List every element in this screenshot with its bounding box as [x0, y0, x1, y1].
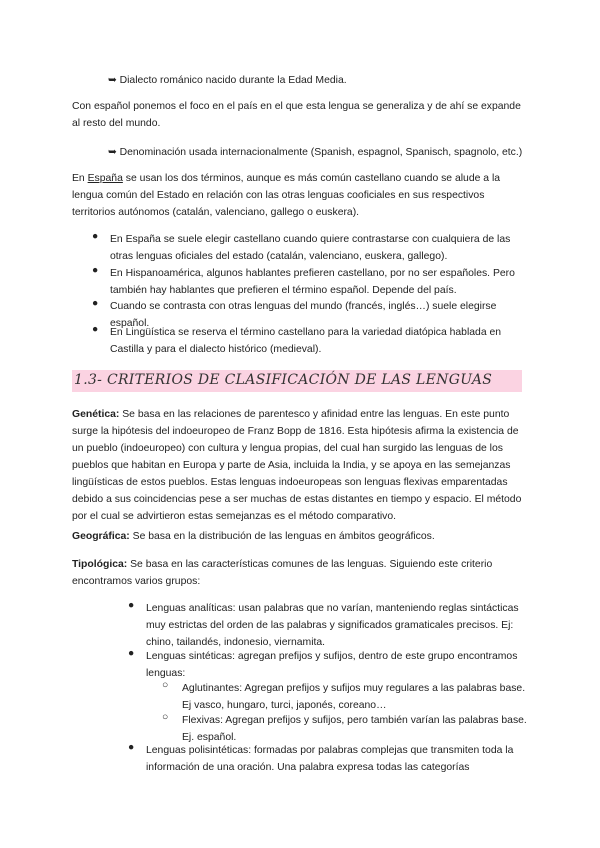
list-item-text: En España se suele elegir castellano cuando quiere contrastarse con cualquiera de las otras lenguas oficiales del estado (catalán, valenciano, euskera, gallego).	[110, 234, 511, 262]
paragraph-geografica	[72, 528, 530, 545]
bullet-icon: ●	[92, 265, 99, 276]
sub-list-item-text: Flexivas: Agregan prefijos y sufijos, pero también varían las palabras base. Ej. español.	[182, 715, 527, 743]
genetica-label: Genética:	[72, 409, 120, 420]
bullet-icon: ●	[128, 648, 135, 659]
line-text: Dialecto románico nacido durante la Edad Media.	[119, 75, 347, 86]
tipologica-text: Se basa en las características comunes de las lenguas. Siguiendo este criterio encontramos varios grupos:	[72, 559, 493, 587]
bullet-icon: ●	[92, 324, 99, 335]
list-item-text: Lenguas polisintéticas: formadas por palabras complejas que transmiten toda la información de una oración. Una palabra expresa todas las categorías	[146, 745, 514, 773]
circle-bullet-icon: ○	[162, 712, 169, 723]
bullet-icon: ●	[128, 600, 135, 611]
arrow-line-2	[108, 144, 522, 161]
list-item-text: En Hispanoamérica, algunos hablantes prefieren castellano, por no ser españoles. Pero también hay hablantes que prefieren el término español. Depende del país.	[110, 268, 515, 296]
arrow-line-1	[108, 72, 347, 89]
tipologica-label: Tipológica:	[72, 559, 128, 570]
paragraph-espana	[72, 170, 530, 221]
list-item-text: En Lingüística se reserva el término castellano para la variedad diatópica hablada en Castilla y para el dialecto histórico (medieval).	[110, 327, 502, 355]
paragraph-genetica	[72, 406, 530, 525]
arrow-icon: ➥	[108, 147, 117, 158]
bullet-icon: ●	[92, 298, 99, 309]
list-item-text: Cuando se contrasta con otras lenguas del mundo (francés, inglés…) suele elegirse español.	[110, 301, 497, 329]
section-heading: 1.3- CRITERIOS DE CLASIFICACIÓN DE LAS LENGUAS	[74, 372, 493, 388]
paragraph-tipologica	[72, 556, 530, 590]
geografica-text: Se basa en la distribución de las lenguas en ámbitos geográficos.	[129, 531, 435, 542]
geografica-label: Geográfica:	[72, 531, 130, 542]
espana-link[interactable]: España	[87, 173, 123, 184]
list-item-text: Lenguas analíticas: usan palabras que no varían, manteniendo reglas sintácticas muy estrictas del orden de las palabras y significados gramaticales precisos. Ej: chino, tailandés, indonesio, viernamita.	[146, 603, 519, 648]
sub-list-item-text: Aglutinantes: Agregan prefijos y sufijos muy regulares a las palabras base. Ej vasco, hungaro, turci, japonés, coreano…	[182, 683, 526, 711]
circle-bullet-icon: ○	[162, 680, 169, 691]
line-text: Denominación usada internacionalmente (Spanish, espagnol, Spanisch, spagnolo, etc.)	[119, 147, 523, 158]
bullet-icon: ●	[92, 231, 99, 242]
bullet-icon: ●	[128, 742, 135, 753]
arrow-icon: ➥	[108, 75, 117, 86]
para-prefix: En	[72, 173, 88, 184]
genetica-text: Se basa en las relaciones de parentesco y afinidad entre las lenguas. En este punto surge la hipótesis del indoeuropeo de Franz Bopp de 1816. Esta hipótesis afirma la existencia de un pueblo (indoeuropeo) con cultura y lengua propias, del cual han surgido las lenguas de los pueblos que habitan en Europa y parte de Asia, incluida la India, y se apoya en las semejanzas lingüísticas de estos pueblos. Estas lenguas indoeuropeas son lenguas flexivas emparentadas debido a sus coincidencias pese a ser muchas de estas distantes en tiempo y espacio. El método por el cual se advirtieron estas semejanzas es el método comparativo.	[72, 409, 522, 522]
paragraph-espanol: Con español ponemos el foco en el país en el que esta lengua se generaliza y de ahí se expande al resto del mundo.	[72, 101, 521, 129]
list-item-text: Lenguas sintéticas: agregan prefijos y sufijos, dentro de este grupo encontramos lenguas:	[146, 651, 518, 679]
para-rest: se usan los dos términos, aunque es más común castellano cuando se alude a la lengua común del Estado en relación con las otras lenguas cooficiales en sus respectivos territorios autónomos (catalán, valenciano, gallego o euskera).	[72, 173, 501, 218]
